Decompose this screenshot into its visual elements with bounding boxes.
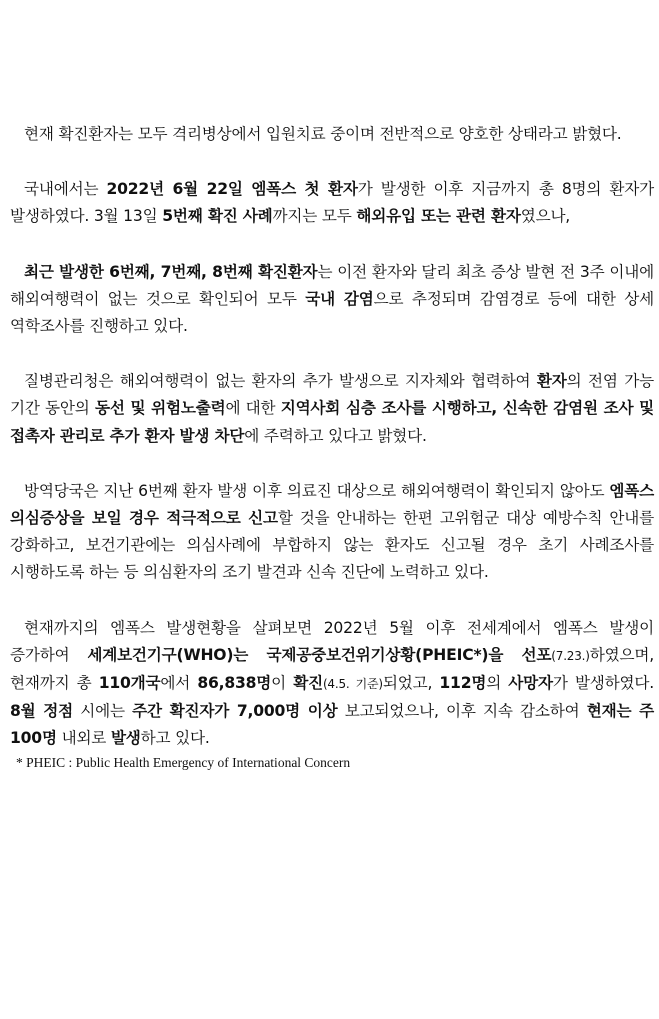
text-run: 질병관리청은 해외여행력이 없는 환자의 추가 발생으로 지자체와 협력하여 — [24, 372, 537, 391]
text-run: 시에는 — [73, 702, 133, 721]
text-run: 가 발생하였다. — [552, 674, 655, 693]
bold-text-run: 발생 — [110, 729, 141, 748]
text-run: 에 대한 — [225, 399, 281, 418]
text-run: 에서 — [160, 674, 198, 693]
text-run: 의 — [486, 674, 509, 693]
small-text-run: (4.5. 기준) — [322, 677, 383, 692]
text-run: 는 이전 환자와 달리 최초 증상 발현 전 3주 이내에 해외여행력이 없는 것으로 확인되어 모두 — [10, 262, 654, 308]
bold-text-run: 해외유입 또는 관련 환자 — [356, 207, 521, 226]
paragraph-1 — [10, 121, 654, 148]
bold-text-run: 사망자 — [508, 674, 553, 693]
bold-text-run: 국내 감염 — [305, 289, 374, 308]
paragraph-3 — [10, 259, 654, 341]
paragraph-2 — [10, 176, 654, 230]
small-text-run: (7.23.) — [551, 648, 590, 663]
footnote: * PHEIC : Public Health Emergency of International Concern — [16, 754, 351, 770]
text-run: 현재 확진환자는 모두 격리병상에서 입원치료 중이며 전반적으로 양호한 상태라고 밝혔다. — [24, 125, 622, 143]
text-run: 국내에서는 — [24, 180, 107, 199]
bold-text-run: 세계보건기구(WHO)는 국제공중보건위기상황(PHEIC*)을 선포 — [87, 645, 552, 664]
text-run: 내외로 — [56, 729, 111, 748]
bold-text-run: 환자 — [536, 372, 567, 391]
text-run: 되었고, — [382, 674, 440, 693]
text-run: 방역당국은 지난 6번째 환자 발생 이후 의료진 대상으로 해외여행력이 확인되지 않아도 — [24, 481, 610, 500]
bold-text-run: 지역사회 심층 조사를 시행하고, 신속한 감염원 조사 및 접촉자 관리로 추가 환자 발생 차단 — [10, 399, 654, 445]
text-run: 하였으며, 현재까지 총 — [10, 645, 654, 693]
bold-text-run: 86,838명 — [197, 674, 272, 693]
bold-text-run: 확진 — [293, 674, 323, 693]
paragraph-6 — [10, 615, 654, 753]
bold-text-run: 5번째 확진 사례 — [162, 207, 273, 226]
text-run: 에 주력하고 있다고 밝혔다. — [244, 426, 427, 445]
bold-text-run: 동선 및 위험노출력 — [94, 399, 226, 418]
bold-text-run: 2022년 6월 22일 엠폭스 첫 환자 — [106, 180, 358, 199]
bold-text-run: 110개국 — [98, 674, 161, 693]
text-run: 가 발생한 이후 지금까지 총 8명의 환자가 발생하였다. 3월 13일 — [10, 180, 654, 226]
text-run: 까지는 모두 — [272, 207, 357, 226]
text-run: 현재까지의 엠폭스 발생현황을 살펴보면 2022년 5월 이후 전세계에서 엠폭스 발생이 증가하여 — [10, 618, 654, 664]
bold-text-run: 112명 — [439, 674, 487, 693]
text-run: 하고 있다. — [140, 729, 210, 748]
paragraph-5 — [10, 478, 654, 587]
text-run: 으로 추정되며 감염경로 등에 대한 상세 역학조사를 진행하고 있다. — [10, 289, 655, 336]
bold-text-run: 엠폭스 의심증상을 보일 경우 적극적으로 신고 — [10, 481, 654, 528]
text-run: 이 — [271, 674, 294, 693]
bold-text-run: 현재는 주 100명 — [10, 702, 654, 748]
document-body — [10, 121, 654, 772]
paragraph-4 — [10, 368, 654, 450]
bold-text-run: 8월 정점 — [10, 702, 73, 721]
bold-text-run: 주간 확진자가 7,000명 이상 — [132, 702, 338, 721]
text-run: 의 전염 가능 기간 동안의 — [10, 372, 655, 418]
bold-text-run: 최근 발생한 6번째, 7번째, 8번째 확진환자 — [24, 262, 318, 281]
text-run: 할 것을 안내하는 한편 고위험군 대상 예방수칙 안내를 강화하고, 보건기관에는 의심사례에 부합하지 않는 환자도 신고될 경우 초기 사례조사를 시행하도록 하는 등 의심환자의 조기 발견과 신속 진단에 노력하고 있다. — [10, 509, 654, 582]
text-run: 였으나, — [520, 207, 571, 226]
text-run: 보고되었으나, 이후 지속 감소하여 — [337, 702, 587, 721]
